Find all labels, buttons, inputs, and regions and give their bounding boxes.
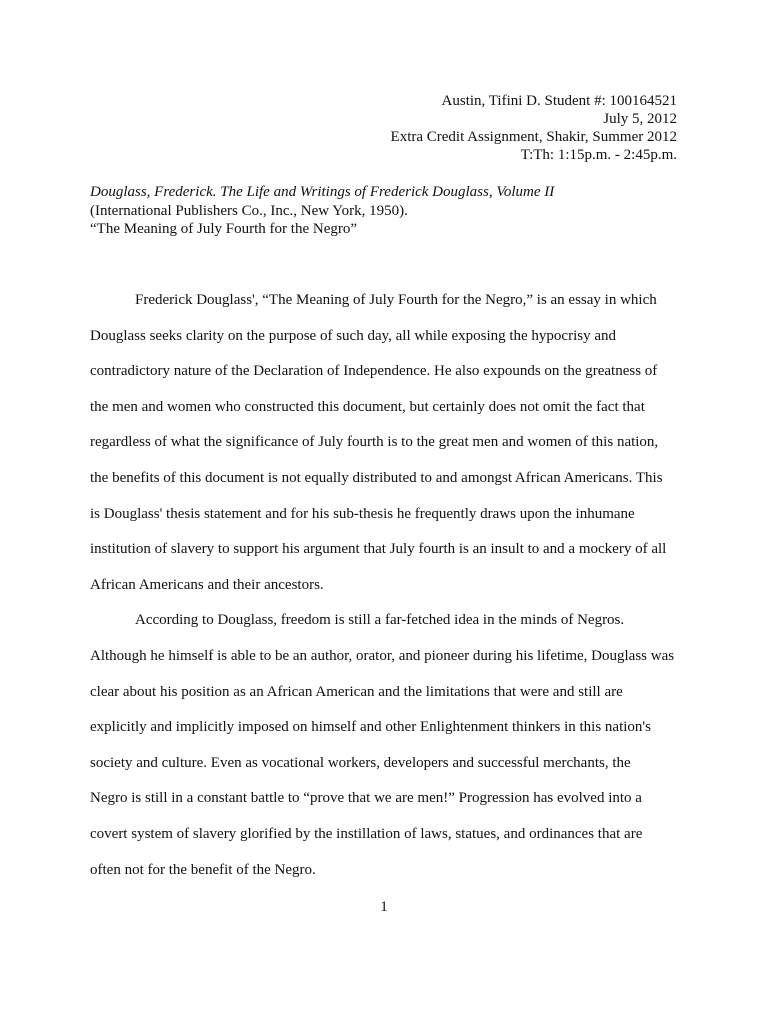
citation-publisher: (International Publishers Co., Inc., New York, 1950). <box>90 202 408 219</box>
essay-body <box>90 283 678 888</box>
body-line: often not for the benefit of the Negro. <box>90 861 316 878</box>
body-line: covert system of slavery glorified by the instillation of laws, statues, and ordinances that are <box>90 825 643 842</box>
header-assignment-line: Extra Credit Assignment, Shakir, Summer 2012 <box>390 129 677 145</box>
citation-essay-title: “The Meaning of July Fourth for the Negro” <box>90 221 358 237</box>
body-line: regardless of what the significance of July fourth is to the great men and women of this nation, <box>90 434 659 451</box>
citation-block <box>90 183 554 239</box>
body-line: society and culture. Even as vocational workers, developers and successful merchants, the <box>90 754 631 771</box>
body-line: institution of slavery to support his argument that July fourth is an insult to and a mockery of all <box>90 541 667 558</box>
body-line: Although he himself is able to be an author, orator, and pioneer during his lifetime, Douglass was <box>90 647 675 664</box>
page-number: 1 <box>380 899 388 915</box>
student-header <box>391 92 677 164</box>
body-line: According to Douglass, freedom is still a far-fetched idea in the minds of Negros. <box>135 612 625 629</box>
body-line: the men and women who constructed this document, but certainly does not omit the fact that <box>90 398 645 415</box>
header-date-line: July 5, 2012 <box>603 111 677 127</box>
body-line: contradictory nature of the Declaration of Independence. He also expounds on the greatness of <box>90 363 658 380</box>
body-line: the benefits of this document is not equally distributed to and amongst African Americans. This <box>90 469 663 486</box>
header-name-line: Austin, Tifini D. Student #: 100164521 <box>441 93 677 109</box>
body-line: Douglass seeks clarity on the purpose of such day, all while exposing the hypocrisy and <box>90 327 616 344</box>
citation-title: Douglass, Frederick. The Life and Writings of Frederick Douglass, Volume II <box>90 184 555 200</box>
body-line: explicitly and implicitly imposed on himself and other Enlightenment thinkers in this nation's <box>90 719 651 736</box>
body-line: is Douglass' thesis statement and for his sub-thesis he frequently draws upon the inhumane <box>90 505 635 522</box>
body-line: clear about his position as an African American and the limitations that were and still are <box>90 683 623 700</box>
body-line: Negro is still in a constant battle to “prove that we are men!” Progression has evolved into a <box>90 790 642 807</box>
header-schedule-line: T:Th: 1:15p.m. - 2:45p.m. <box>520 147 677 163</box>
body-line: Frederick Douglass', “The Meaning of July Fourth for the Negro,” is an essay in which <box>135 292 657 308</box>
body-line: African Americans and their ancestors. <box>90 576 324 593</box>
